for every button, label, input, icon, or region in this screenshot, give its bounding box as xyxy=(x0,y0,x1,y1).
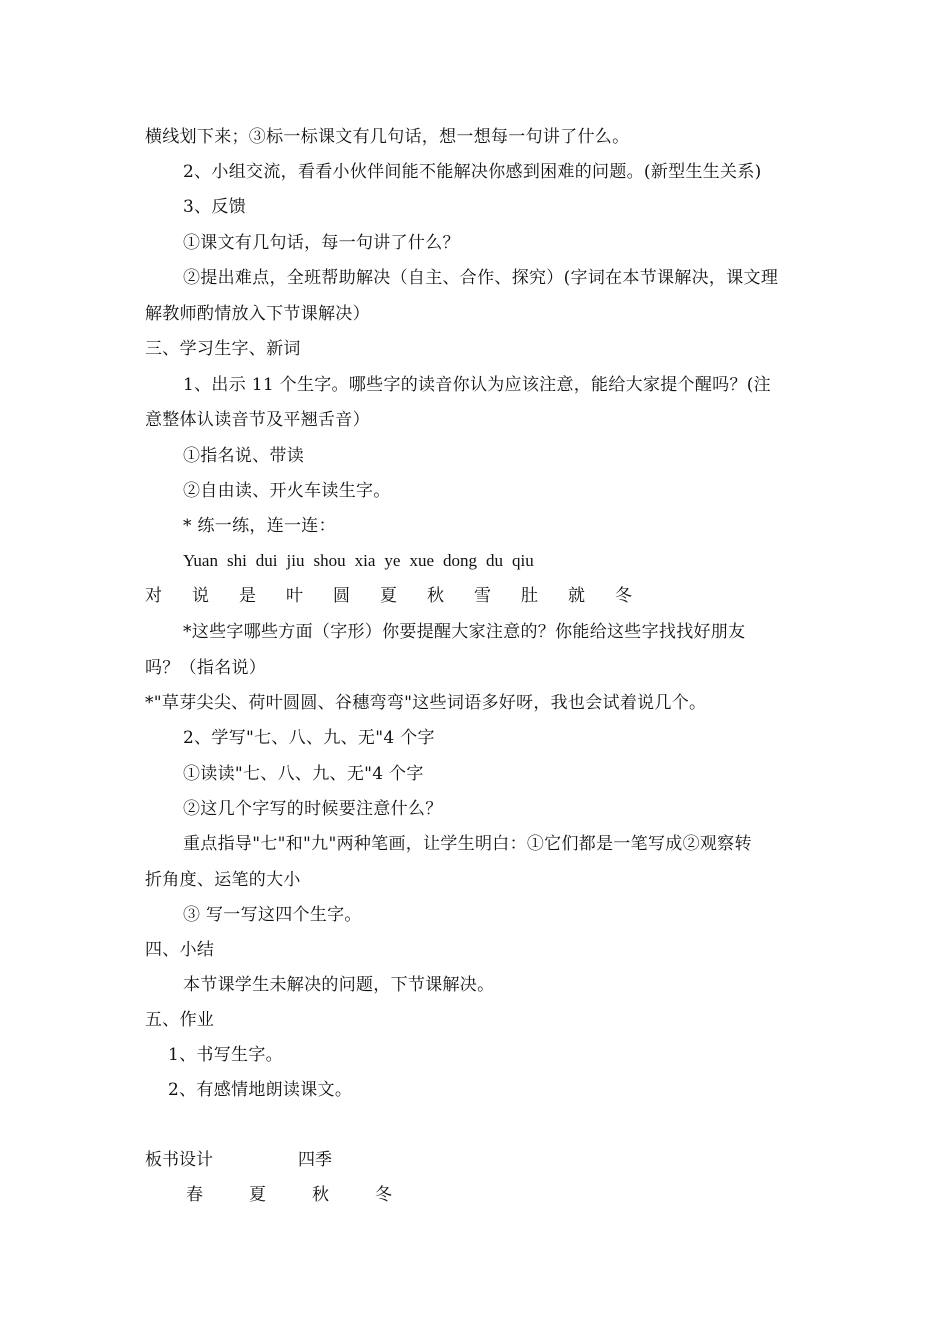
text-line: 本节课学生未解决的问题，下节课解决。 xyxy=(183,975,495,995)
text-line: 横线划下来；③标一标课文有几句话，想一想每一句讲了什么。 xyxy=(145,127,630,147)
character-item: 雪 xyxy=(474,586,491,606)
season-item: 秋 xyxy=(312,1185,329,1205)
character-row xyxy=(145,584,662,608)
section-heading: 三、学习生字、新词 xyxy=(145,339,301,359)
character-item: 肚 xyxy=(521,586,538,606)
season-item: 冬 xyxy=(375,1185,392,1205)
pinyin-item: du xyxy=(485,551,503,570)
section-heading: 五、作业 xyxy=(145,1010,215,1030)
board-design-subject: 四季 xyxy=(298,1150,332,1170)
season-item: 春 xyxy=(186,1185,203,1205)
text-line: 意整体认读音节及平翘舌音） xyxy=(145,410,370,430)
text-line: 2、小组交流，看看小伙伴间能不能解决你感到困难的问题。(新型生生关系) xyxy=(183,162,762,182)
text-line: *这些字哪些方面（字形）你要提醒大家注意的？你能给这些字找找好朋友 xyxy=(183,622,746,642)
text-line: 重点指导"七"和"九"两种笔画，让学生明白：①它们都是一笔写成②观察转 xyxy=(183,834,752,854)
character-item: 对 xyxy=(145,586,162,606)
text-line: ①指名说、带读 xyxy=(183,446,305,466)
pinyin-item: xia xyxy=(354,551,376,570)
text-line: ②提出难点，全班帮助解决（自主、合作、探究）(字词在本节课解决，课文理 xyxy=(183,268,779,288)
text-line: 2、有感情地朗读课文。 xyxy=(168,1080,353,1100)
text-line: ①读读"七、八、九、无"4 个字 xyxy=(183,764,424,784)
pinyin-row xyxy=(183,549,543,573)
section-heading: 四、小结 xyxy=(145,940,215,960)
season-item: 夏 xyxy=(249,1185,266,1205)
pinyin-item: qiu xyxy=(511,551,534,570)
character-item: 就 xyxy=(568,586,585,606)
text-line: ②这几个字写的时候要注意什么？ xyxy=(183,799,443,819)
pinyin-item: jiu xyxy=(286,551,305,570)
pinyin-item: shou xyxy=(313,551,346,570)
text-line: ③ 写一写这四个生字。 xyxy=(183,905,362,925)
text-line: 1、书写生字。 xyxy=(168,1045,283,1065)
pinyin-item: xue xyxy=(409,551,434,570)
text-line: 吗？（指名说） xyxy=(145,658,267,678)
pinyin-item: dong xyxy=(442,551,477,570)
text-line: ②自由读、开火车读生字。 xyxy=(183,481,391,501)
character-item: 叶 xyxy=(286,586,303,606)
character-item: 夏 xyxy=(380,586,397,606)
pinyin-item: ye xyxy=(384,551,401,570)
seasons-row xyxy=(186,1183,438,1207)
text-line: 2、学写"七、八、九、无"4 个字 xyxy=(183,728,435,748)
text-line: ①课文有几句话，每一句讲了什么？ xyxy=(183,233,460,253)
text-line: 折角度、运笔的大小 xyxy=(145,870,301,890)
pinyin-item: dui xyxy=(255,551,278,570)
pinyin-item: Yuan xyxy=(183,551,218,570)
text-line: * 练一练，连一连： xyxy=(183,516,336,536)
text-line: 3、反馈 xyxy=(183,197,247,217)
character-item: 是 xyxy=(239,586,256,606)
character-item: 圆 xyxy=(333,586,350,606)
text-line: *"草芽尖尖、荷叶圆圆、谷穗弯弯"这些词语多好呀，我也会试着说几个。 xyxy=(145,693,707,713)
character-item: 说 xyxy=(192,586,209,606)
board-design-label: 板书设计 xyxy=(145,1150,213,1170)
character-item: 冬 xyxy=(615,586,632,606)
pinyin-item: shi xyxy=(226,551,247,570)
text-line: 1、出示 11 个生字。哪些字的读音你认为应该注意，能给大家提个醒吗？(注 xyxy=(183,375,771,395)
text-line: 解教师酌情放入下节课解决） xyxy=(145,304,370,324)
character-item: 秋 xyxy=(427,586,444,606)
